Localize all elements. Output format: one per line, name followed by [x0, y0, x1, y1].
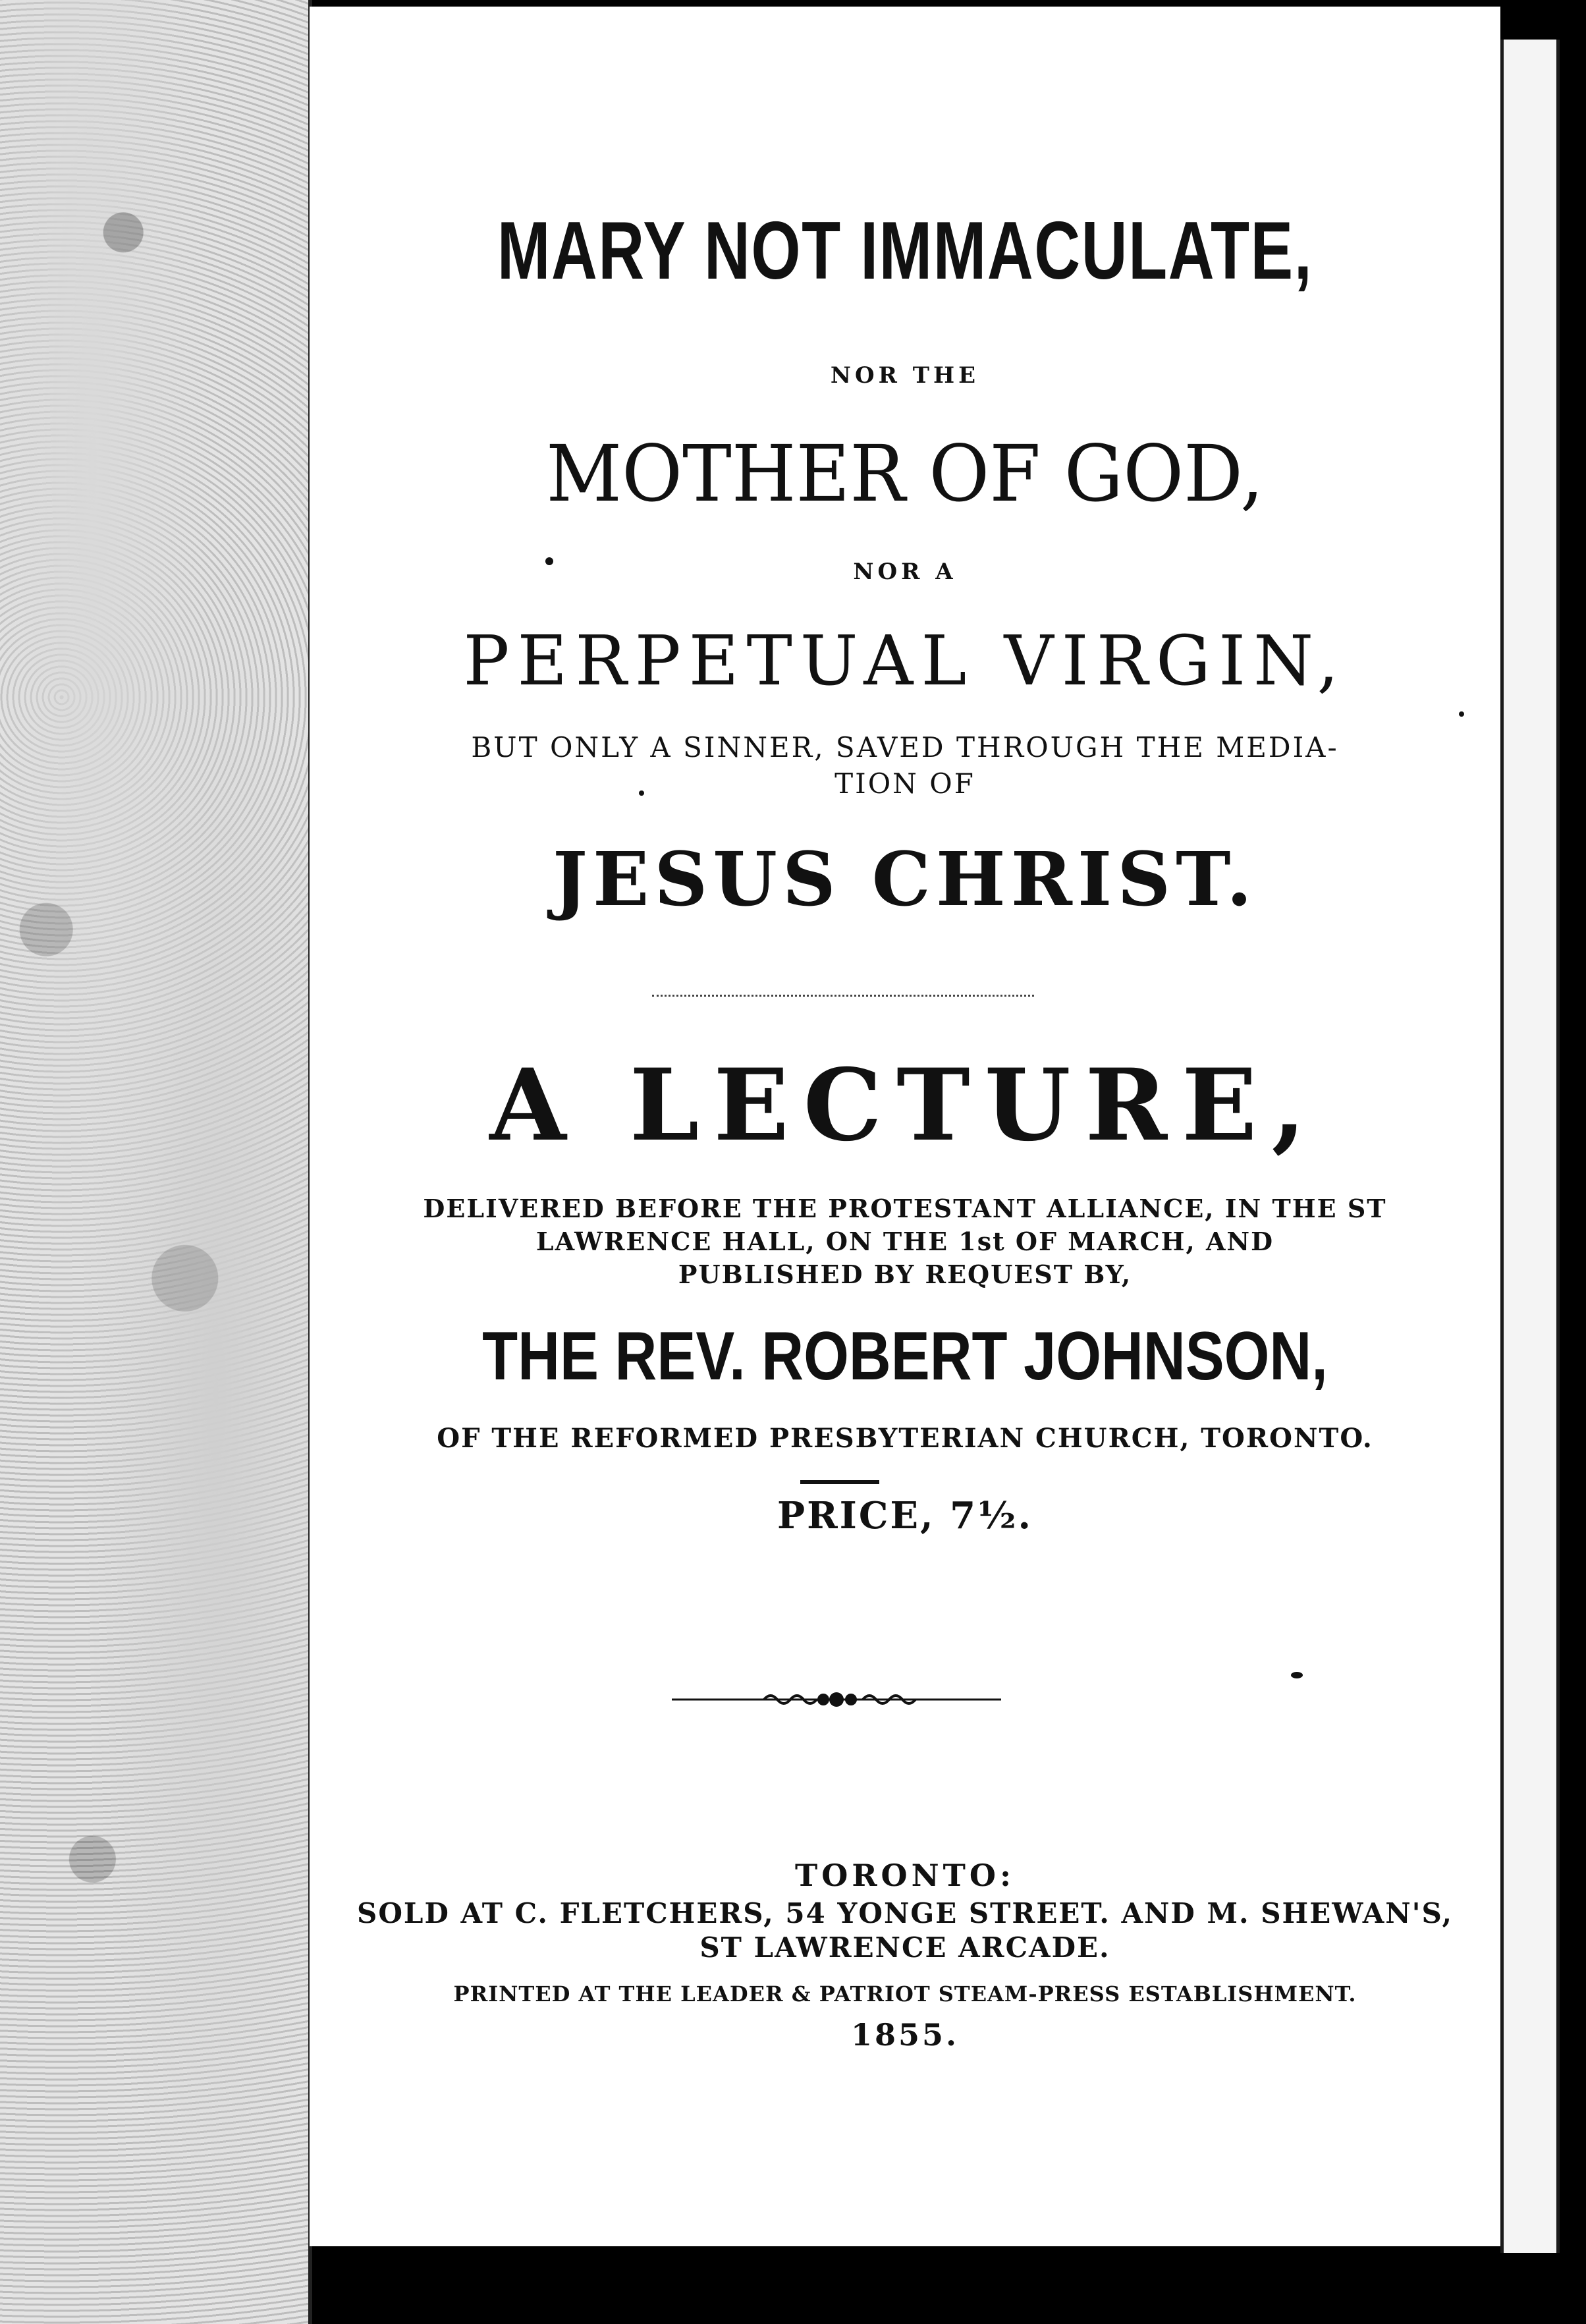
imprint-year: 1855. [850, 2017, 960, 2053]
author-name: THE REV. ROBERT JOHNSON, [482, 1318, 1328, 1395]
author-affiliation: OF THE REFORMED PRESBYTERIAN CHURCH, TORONTO. [437, 1423, 1373, 1454]
title-line-2: MOTHER OF GOD, [546, 428, 1264, 519]
ink-speck [1459, 711, 1464, 717]
imprint-city: TORONTO: [795, 1858, 1015, 1893]
ink-speck [1291, 1672, 1303, 1678]
imprint-printer: PRINTED AT THE LEADER & PATRIOT STEAM-PRESS ESTABLISHMENT. [453, 1981, 1357, 2006]
imprint-seller-2: ST LAWRENCE ARCADE. [699, 1931, 1110, 1964]
subtitle-line-1: BUT ONLY A SINNER, SAVED THROUGH THE MEDIA- [471, 731, 1339, 763]
ink-speck [639, 790, 644, 796]
cover-stains [0, 0, 308, 2324]
lecture-heading: A LECTURE, [489, 1047, 1321, 1163]
subtitle-line-2: TION OF [834, 767, 975, 800]
price: PRICE, 7½. [777, 1494, 1033, 1537]
lecture-detail-2: LAWRENCE HALL, ON THE 1st OF MARCH, AND [535, 1227, 1274, 1256]
title-line-4: JESUS CHRIST. [553, 837, 1257, 923]
title-connector-1: NOR THE [830, 362, 980, 389]
title-line-1: MARY NOT IMMACULATE, [497, 206, 1313, 296]
lecture-detail-3: PUBLISHED BY REQUEST BY, [678, 1259, 1132, 1289]
ornament-divider [672, 1686, 1001, 1713]
short-rule [800, 1480, 879, 1484]
title-line-3: PERPETUAL VIRGIN, [463, 621, 1347, 701]
title-connector-2: NOR A [853, 559, 957, 585]
page-edge [1500, 40, 1560, 2253]
dotted-rule [652, 995, 1034, 997]
imprint-seller-1: SOLD AT C. FLETCHERS, 54 YONGE STREET. AND M. SHEWAN'S, [357, 1897, 1453, 1929]
ink-speck [545, 557, 553, 565]
lecture-detail-1: DELIVERED BEFORE THE PROTESTANT ALLIANCE, IN THE ST [423, 1194, 1387, 1223]
